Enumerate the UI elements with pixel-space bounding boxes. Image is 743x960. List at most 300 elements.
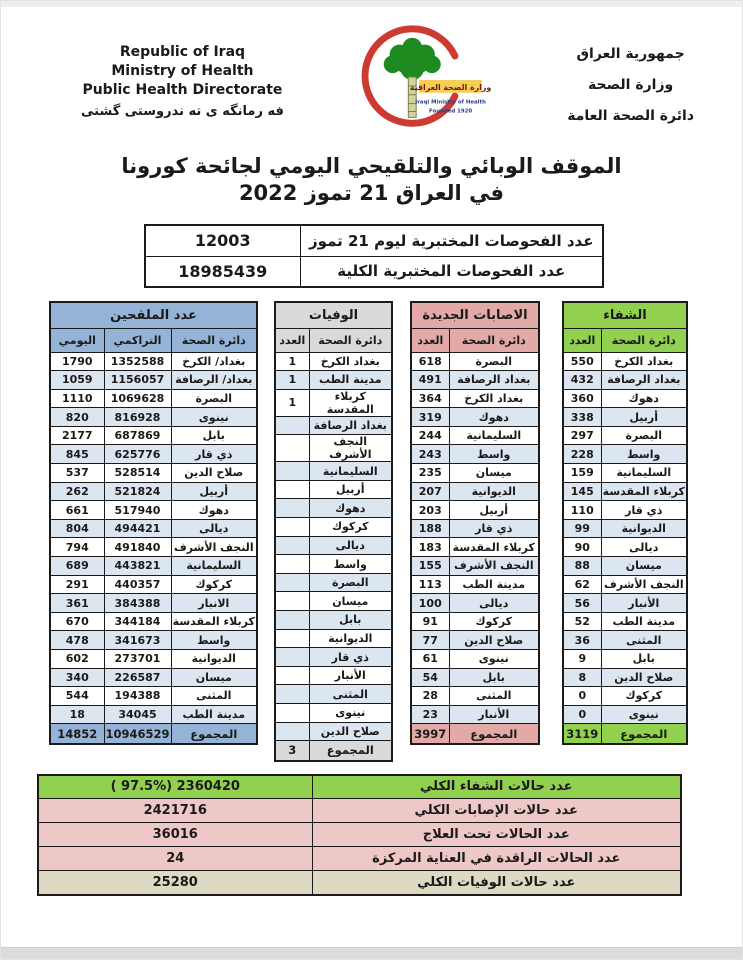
directorate-name-cell: الانبار <box>171 594 257 613</box>
directorate-name-cell: دهوك <box>309 499 392 518</box>
national-summary-table <box>37 774 682 896</box>
recovery-data-row <box>563 650 687 669</box>
directorate-name-cell: صلاح الدين <box>309 722 392 741</box>
directorate-name-cell: الديوانية <box>449 482 539 501</box>
count-value-cell: 1 <box>275 371 309 390</box>
count-value-cell: 537 <box>50 464 104 483</box>
count-value-cell: 1352588 <box>104 352 171 371</box>
table-infections <box>410 301 540 745</box>
count-value-cell: 52 <box>563 612 601 631</box>
count-value-cell <box>275 592 309 611</box>
count-value-cell: 226587 <box>104 668 171 687</box>
recovery-data-row <box>563 705 687 724</box>
directorate-name-cell: أربيل <box>309 480 392 499</box>
infections-data-row <box>411 687 539 706</box>
count-value-cell: 28 <box>411 687 449 706</box>
count-value-cell: 544 <box>50 687 104 706</box>
vaccinated-column-header: دائرة الصحة <box>171 328 257 352</box>
directorate-name-cell: مدينة الطب <box>449 575 539 594</box>
directorate-name-cell: أربيل <box>601 408 687 427</box>
count-value-cell <box>275 499 309 518</box>
vaccinated-data-row <box>50 371 257 390</box>
tests-count-value: 12003 <box>145 225 300 256</box>
vaccinated-data-row <box>50 631 257 650</box>
report-title <box>1 153 742 207</box>
tests-count-value: 18985439 <box>145 256 300 287</box>
count-value-cell: 36 <box>563 631 601 650</box>
count-value-cell: 23 <box>411 705 449 724</box>
directorate-name-cell: النجف الأشرف <box>601 575 687 594</box>
header-ar-line3: دائرة الصحة العامة <box>567 108 694 124</box>
infections-data-row <box>411 501 539 520</box>
vaccinated-column-header: اليومي <box>50 328 104 352</box>
deaths-data-row <box>275 666 392 685</box>
infections-data-row <box>411 464 539 483</box>
directorate-name-cell: بابل <box>309 611 392 630</box>
table-deaths <box>274 301 393 762</box>
tests-row-label: عدد الفحوصات المختبرية الكلية <box>300 256 603 287</box>
directorate-name-cell: النجف الأشرف <box>449 557 539 576</box>
count-value-cell <box>275 555 309 574</box>
header-english-block <box>81 31 284 121</box>
deaths-data-row <box>275 611 392 630</box>
count-value-cell <box>275 666 309 685</box>
infections-data-row <box>411 631 539 650</box>
directorate-name-cell: بغداد الرصافة <box>309 416 392 435</box>
count-value-cell: 384388 <box>104 594 171 613</box>
summary-label: عدد الحالات الراقدة في العناية المركزة <box>312 847 681 871</box>
directorate-name-cell: واسط <box>171 631 257 650</box>
directorate-name-cell: بغداد الكرخ <box>601 352 687 371</box>
directorate-name-cell: بغداد الرصافة <box>449 371 539 390</box>
count-value-cell <box>275 536 309 555</box>
directorate-name-cell: المثنى <box>449 687 539 706</box>
count-value-cell: 687869 <box>104 426 171 445</box>
deaths-data-row <box>275 518 392 537</box>
summary-label: عدد حالات الوفيات الكلي <box>312 871 681 895</box>
page-bottom-strip <box>1 947 742 959</box>
count-value-cell: 194388 <box>104 687 171 706</box>
count-value-cell: 159 <box>563 464 601 483</box>
crescent-palm-logo-icon <box>346 21 506 139</box>
count-value-cell: 550 <box>563 352 601 371</box>
vaccinated-data-row <box>50 519 257 538</box>
directorate-name-cell: النجف الأشرف <box>309 435 392 462</box>
deaths-data-row <box>275 722 392 741</box>
deaths-data-row <box>275 389 392 416</box>
recovery-data-row <box>563 519 687 538</box>
count-value-cell: 338 <box>563 408 601 427</box>
recovery-data-row <box>563 538 687 557</box>
infections-data-row <box>411 445 539 464</box>
count-value-cell: 207 <box>411 482 449 501</box>
count-value-cell: 188 <box>411 519 449 538</box>
count-value-cell: 1110 <box>50 389 104 408</box>
vaccinated-data-row <box>50 389 257 408</box>
recovery-data-row <box>563 575 687 594</box>
count-value-cell: 440357 <box>104 575 171 594</box>
directorate-name-cell: السليمانية <box>171 557 257 576</box>
group-title-row <box>563 302 687 328</box>
infections-data-row <box>411 705 539 724</box>
deaths-data-row <box>275 416 392 435</box>
count-value-cell: 443821 <box>104 557 171 576</box>
directorate-name-cell: نينوى <box>601 705 687 724</box>
count-value-cell: 602 <box>50 650 104 669</box>
logo-founded-text: Founded 1920 <box>428 108 472 115</box>
directorate-name-cell: ديالى <box>601 538 687 557</box>
directorate-name-cell: نينوى <box>449 650 539 669</box>
directorate-name-cell: صلاح الدين <box>449 631 539 650</box>
count-value-cell: 99 <box>563 519 601 538</box>
count-value-cell: 845 <box>50 445 104 464</box>
ministry-of-health-logo <box>346 21 506 143</box>
summary-row <box>38 847 681 871</box>
total-value-cell: 3997 <box>411 724 449 744</box>
group-title-row <box>411 302 539 328</box>
directorate-name-cell: النجف الأشرف <box>171 538 257 557</box>
count-value-cell: 625776 <box>104 445 171 464</box>
summary-value: 25280 <box>38 871 312 895</box>
directorate-name-cell: ذي قار <box>171 445 257 464</box>
summary-row <box>38 775 681 799</box>
count-value-cell: 820 <box>50 408 104 427</box>
summary-value: 24 <box>38 847 312 871</box>
infections-data-row <box>411 668 539 687</box>
count-value-cell: 1 <box>275 352 309 371</box>
count-value-cell: 18 <box>50 705 104 724</box>
directorate-name-cell: أربيل <box>449 501 539 520</box>
group-title-row <box>50 302 257 328</box>
count-value-cell: 91 <box>411 612 449 631</box>
directorate-name-cell: مدينة الطب <box>171 705 257 724</box>
count-value-cell: 54 <box>411 668 449 687</box>
count-value-cell: 297 <box>563 426 601 445</box>
count-value-cell: 291 <box>50 575 104 594</box>
infections-column-header: العدد <box>411 328 449 352</box>
infections-data-row <box>411 408 539 427</box>
deaths-data-row <box>275 536 392 555</box>
directorate-name-cell: الأنبار <box>601 594 687 613</box>
count-value-cell: 113 <box>411 575 449 594</box>
recovery-data-row <box>563 371 687 390</box>
vaccinated-data-row <box>50 612 257 631</box>
header-en-line1: Republic of Iraq <box>119 44 246 60</box>
infections-title: الاصابات الجديدة <box>411 302 539 328</box>
directorate-name-cell: كركوك <box>309 518 392 537</box>
vaccinated-title: عدد الملقحين <box>50 302 257 328</box>
directorate-name-cell: كربلاء المقدسة <box>171 612 257 631</box>
deaths-data-row <box>275 555 392 574</box>
directorate-name-cell: واسط <box>309 555 392 574</box>
directorate-name-cell: السليمانية <box>601 464 687 483</box>
report-title-line2: في العراق 21 تموز 2022 <box>238 181 505 205</box>
directorate-name-cell: الديوانية <box>309 629 392 648</box>
directorate-name-cell: ذي قار <box>449 519 539 538</box>
infections-data-row <box>411 519 539 538</box>
total-value-cell: 10946529 <box>104 724 171 744</box>
vaccinated-data-row <box>50 557 257 576</box>
count-value-cell: 816928 <box>104 408 171 427</box>
deaths-title: الوفيات <box>275 302 392 328</box>
count-value-cell: 689 <box>50 557 104 576</box>
count-value-cell: 618 <box>411 352 449 371</box>
summary-label: عدد حالات الشفاء الكلي <box>312 775 681 799</box>
total-label-cell: المجموع <box>601 724 687 744</box>
directorate-name-cell: ميسان <box>171 668 257 687</box>
count-value-cell: 361 <box>50 594 104 613</box>
count-value-cell: 100 <box>411 594 449 613</box>
count-value-cell: 360 <box>563 389 601 408</box>
recovery-data-row <box>563 445 687 464</box>
recovery-data-row <box>563 352 687 371</box>
deaths-data-row <box>275 462 392 481</box>
count-value-cell: 2177 <box>50 426 104 445</box>
vaccinated-total-row <box>50 724 257 744</box>
count-value-cell <box>275 685 309 704</box>
directorate-name-cell: دهوك <box>171 501 257 520</box>
recovery-title: الشفاء <box>563 302 687 328</box>
count-value-cell: 517940 <box>104 501 171 520</box>
count-value-cell: 262 <box>50 482 104 501</box>
header-ar-line1: جمهورية العراق <box>576 46 685 62</box>
deaths-data-row <box>275 685 392 704</box>
deaths-column-header: دائرة الصحة <box>309 328 392 352</box>
infections-data-row <box>411 352 539 371</box>
summary-label: عدد الحالات تحت العلاج <box>312 823 681 847</box>
summary-label: عدد حالات الإصابات الكلي <box>312 799 681 823</box>
total-label-cell: المجموع <box>449 724 539 744</box>
directorate-name-cell: ذي قار <box>309 648 392 667</box>
infections-data-row <box>411 612 539 631</box>
directorate-name-cell: كربلاء المقدسة <box>449 538 539 557</box>
count-value-cell: 9 <box>563 650 601 669</box>
count-value-cell: 521824 <box>104 482 171 501</box>
group-title-row <box>275 302 392 328</box>
recovery-total-row <box>563 724 687 744</box>
directorate-name-cell: المثنى <box>309 685 392 704</box>
count-value-cell: 155 <box>411 557 449 576</box>
infections-data-row <box>411 650 539 669</box>
count-value-cell: 88 <box>563 557 601 576</box>
directorate-name-cell: واسط <box>449 445 539 464</box>
header-kurdish-line: فه رمانگه ی ته ندروستی گشتی <box>81 104 284 119</box>
logo-english-text: Iraqi Ministry of Health <box>414 99 486 106</box>
column-header-row <box>275 328 392 352</box>
count-value-cell: 494421 <box>104 519 171 538</box>
vaccinated-data-row <box>50 426 257 445</box>
header-en-line3: Public Health Directorate <box>82 82 283 98</box>
directorate-name-cell: الأنبار <box>449 705 539 724</box>
infections-data-row <box>411 426 539 445</box>
infections-column-header: دائرة الصحة <box>449 328 539 352</box>
directorate-name-cell: بغداد/ الكرخ <box>171 352 257 371</box>
vaccinated-data-row <box>50 482 257 501</box>
directorate-name-cell: ديالى <box>449 594 539 613</box>
count-value-cell: 235 <box>411 464 449 483</box>
vaccinated-data-row <box>50 594 257 613</box>
directorate-name-cell: بابل <box>449 668 539 687</box>
recovery-data-row <box>563 594 687 613</box>
count-value-cell: 661 <box>50 501 104 520</box>
count-value-cell: 203 <box>411 501 449 520</box>
directorate-name-cell: أربيل <box>171 482 257 501</box>
count-value-cell: 243 <box>411 445 449 464</box>
header-en-line2: Ministry of Health <box>111 63 254 79</box>
vaccinated-data-row <box>50 705 257 724</box>
directorate-name-cell: واسط <box>601 445 687 464</box>
count-value-cell: 0 <box>563 687 601 706</box>
count-value-cell <box>275 435 309 462</box>
vaccinated-column-header: التراكمي <box>104 328 171 352</box>
directorate-name-cell: كربلاء المقدسة <box>309 389 392 416</box>
total-value-cell: 3 <box>275 741 309 761</box>
report-header <box>1 1 742 143</box>
count-value-cell: 90 <box>563 538 601 557</box>
count-value-cell: 183 <box>411 538 449 557</box>
recovery-column-header: العدد <box>563 328 601 352</box>
count-value-cell <box>275 704 309 723</box>
vaccinated-data-row <box>50 538 257 557</box>
summary-row <box>38 823 681 847</box>
count-value-cell: 432 <box>563 371 601 390</box>
infections-data-row <box>411 575 539 594</box>
deaths-data-row <box>275 629 392 648</box>
deaths-data-row <box>275 648 392 667</box>
deaths-data-row <box>275 435 392 462</box>
count-value-cell: 1069628 <box>104 389 171 408</box>
vaccinated-data-row <box>50 408 257 427</box>
count-value-cell: 794 <box>50 538 104 557</box>
directorates-tables <box>49 301 742 762</box>
total-value-cell: 14852 <box>50 724 104 744</box>
recovery-column-header: دائرة الصحة <box>601 328 687 352</box>
deaths-data-row <box>275 352 392 371</box>
tests-table-row <box>145 256 603 287</box>
summary-row <box>38 799 681 823</box>
count-value-cell: 670 <box>50 612 104 631</box>
count-value-cell <box>275 480 309 499</box>
count-value-cell: 61 <box>411 650 449 669</box>
recovery-data-row <box>563 612 687 631</box>
count-value-cell <box>275 722 309 741</box>
count-value-cell: 804 <box>50 519 104 538</box>
lab-tests-table <box>144 224 604 288</box>
directorate-name-cell: المثنى <box>601 631 687 650</box>
recovery-data-row <box>563 631 687 650</box>
directorate-name-cell: كربلاء المقدسة <box>601 482 687 501</box>
count-value-cell: 1790 <box>50 352 104 371</box>
infections-data-row <box>411 557 539 576</box>
summary-value: 36016 <box>38 823 312 847</box>
count-value-cell: 319 <box>411 408 449 427</box>
infections-data-row <box>411 538 539 557</box>
directorate-name-cell: ميسان <box>449 464 539 483</box>
directorate-name-cell: بابل <box>171 426 257 445</box>
deaths-data-row <box>275 480 392 499</box>
count-value-cell: 491 <box>411 371 449 390</box>
summary-value: ( 97.5%) 2360420 <box>38 775 312 799</box>
count-value-cell: 341673 <box>104 631 171 650</box>
count-value-cell <box>275 416 309 435</box>
directorate-name-cell: الديوانية <box>601 519 687 538</box>
count-value-cell: 77 <box>411 631 449 650</box>
page-top-edge <box>1 1 742 7</box>
directorate-name-cell: ميسان <box>309 592 392 611</box>
count-value-cell: 1156057 <box>104 371 171 390</box>
directorate-name-cell: المثنى <box>171 687 257 706</box>
infections-data-row <box>411 594 539 613</box>
directorate-name-cell: البصرة <box>171 389 257 408</box>
directorate-name-cell: البصرة <box>601 426 687 445</box>
directorate-name-cell: بغداد الرصافة <box>601 371 687 390</box>
recovery-data-row <box>563 408 687 427</box>
deaths-data-row <box>275 371 392 390</box>
directorate-name-cell: كركوك <box>601 687 687 706</box>
count-value-cell: 0 <box>563 705 601 724</box>
palm-tree-icon <box>383 38 440 80</box>
recovery-data-row <box>563 687 687 706</box>
vaccinated-data-row <box>50 464 257 483</box>
deaths-data-row <box>275 573 392 592</box>
directorate-name-cell: السليمانية <box>309 462 392 481</box>
deaths-data-row <box>275 592 392 611</box>
vaccinated-data-row <box>50 650 257 669</box>
vaccinated-data-row <box>50 687 257 706</box>
header-arabic-block <box>567 31 694 132</box>
deaths-total-row <box>275 741 392 761</box>
infections-data-row <box>411 371 539 390</box>
count-value-cell: 8 <box>563 668 601 687</box>
count-value-cell: 145 <box>563 482 601 501</box>
summary-row <box>38 871 681 895</box>
vaccinated-data-row <box>50 352 257 371</box>
tests-table-row <box>145 225 603 256</box>
table-vaccinated <box>49 301 258 745</box>
count-value-cell: 344184 <box>104 612 171 631</box>
deaths-data-row <box>275 704 392 723</box>
directorate-name-cell: بغداد الكرخ <box>309 352 392 371</box>
column-header-row <box>50 328 257 352</box>
recovery-data-row <box>563 668 687 687</box>
report-title-line1: الموقف الوبائي والتلقيحي اليومي لجائحة كورونا <box>121 154 622 178</box>
vaccinated-data-row <box>50 445 257 464</box>
recovery-data-row <box>563 557 687 576</box>
recovery-data-row <box>563 501 687 520</box>
directorate-name-cell: صلاح الدين <box>601 668 687 687</box>
count-value-cell: 340 <box>50 668 104 687</box>
count-value-cell: 62 <box>563 575 601 594</box>
directorate-name-cell: كركوك <box>171 575 257 594</box>
count-value-cell <box>275 518 309 537</box>
directorate-name-cell: مدينة الطب <box>309 371 392 390</box>
count-value-cell: 56 <box>563 594 601 613</box>
column-header-row <box>411 328 539 352</box>
count-value-cell: 491840 <box>104 538 171 557</box>
infections-total-row <box>411 724 539 744</box>
directorate-name-cell: مدينة الطب <box>601 612 687 631</box>
deaths-data-row <box>275 499 392 518</box>
directorate-name-cell: بغداد/ الرصافة <box>171 371 257 390</box>
total-label-cell: المجموع <box>309 741 392 761</box>
directorate-name-cell: نينوى <box>309 704 392 723</box>
count-value-cell: 528514 <box>104 464 171 483</box>
directorate-name-cell: دهوك <box>449 408 539 427</box>
count-value-cell <box>275 648 309 667</box>
count-value-cell: 1059 <box>50 371 104 390</box>
count-value-cell: 228 <box>563 445 601 464</box>
directorate-name-cell: نينوى <box>171 408 257 427</box>
